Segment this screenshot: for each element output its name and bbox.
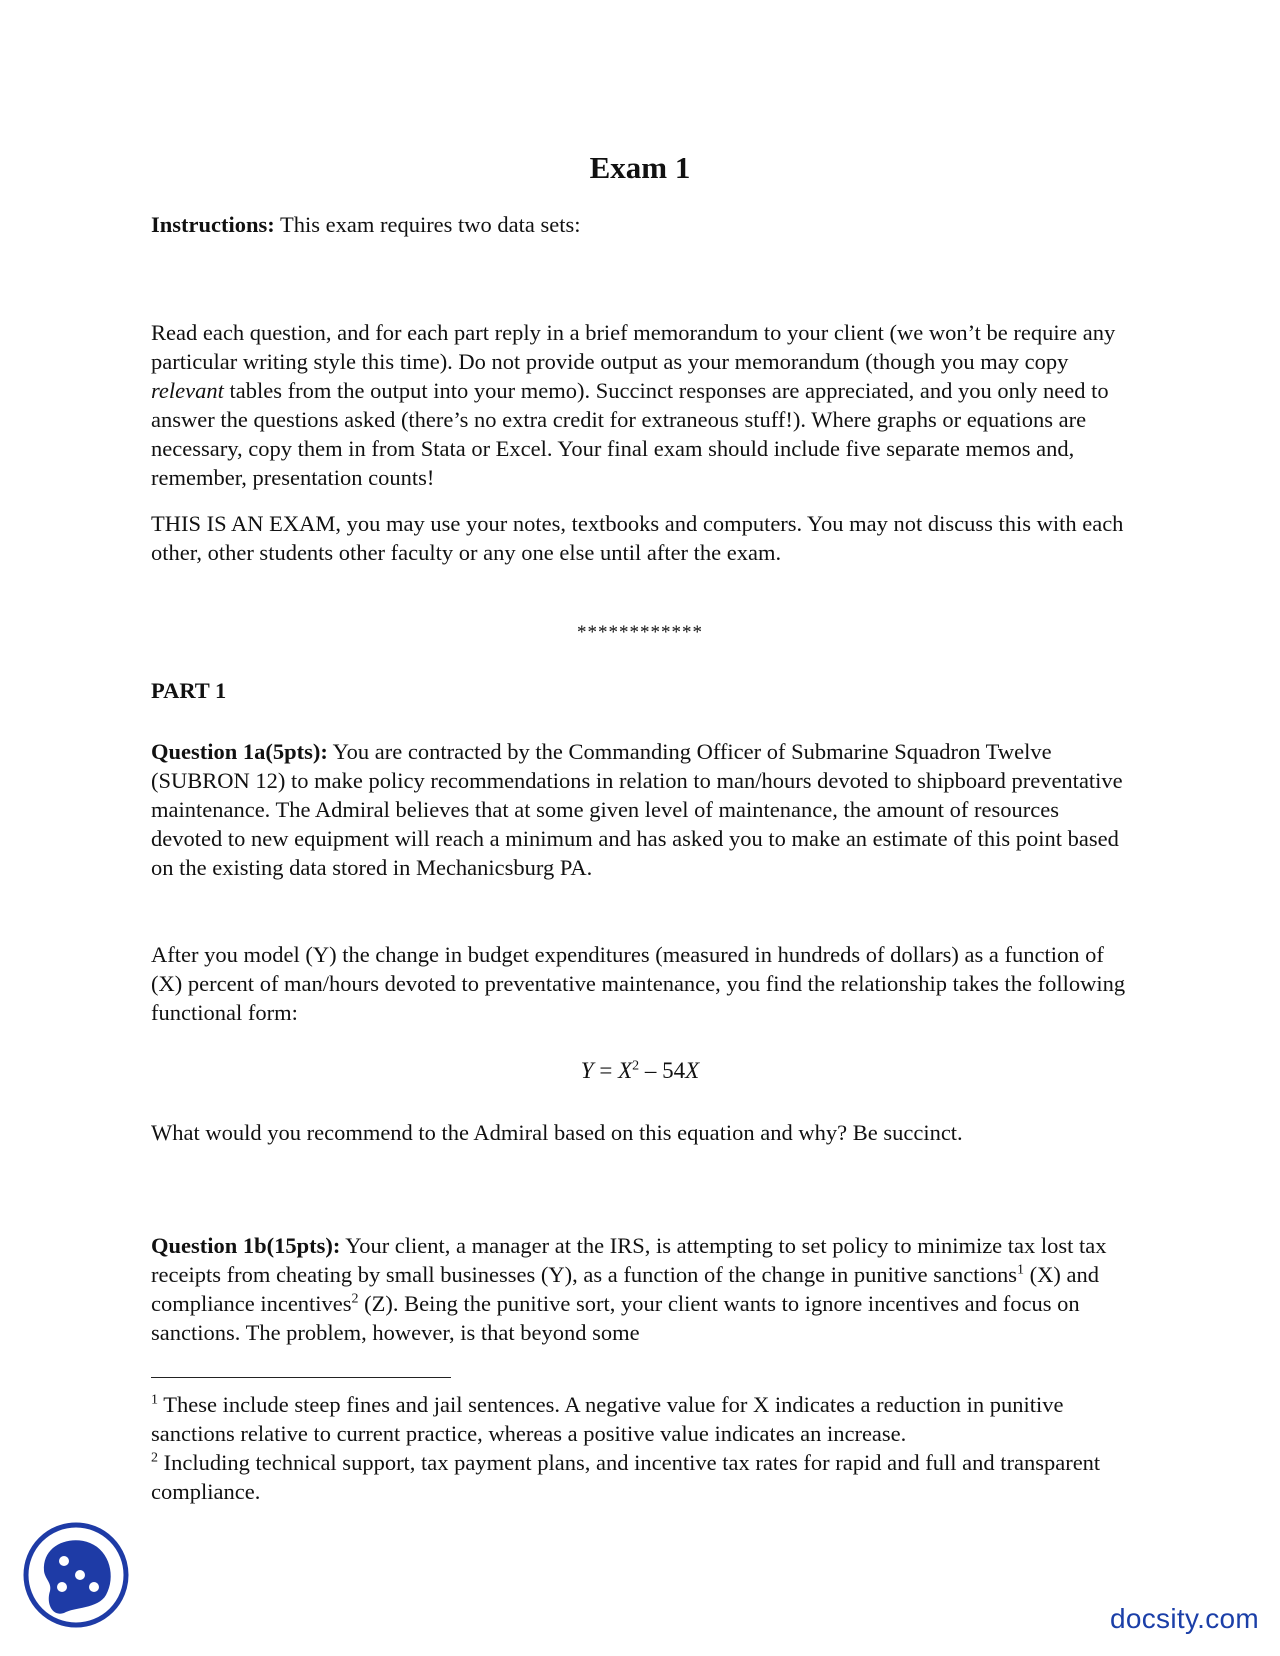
question-1b bbox=[151, 1231, 1131, 1347]
footnote-1-number: 1 bbox=[151, 1392, 158, 1408]
question-1b-label: Question 1b(15pts): bbox=[151, 1233, 341, 1258]
intro-paragraph bbox=[151, 318, 1131, 492]
question-1b-text-b: (X) and compliance incentives bbox=[151, 1262, 1100, 1316]
instructions-line bbox=[151, 210, 1131, 239]
separator-stars: ************ bbox=[577, 622, 703, 643]
question-1a-prompt: What would you recommend to the Admiral based on this equation and why? Be succinct. bbox=[151, 1120, 963, 1145]
question-1b-text-a: Your client, a manager at the IRS, is attempting to set policy to minimize tax lost tax receipts from cheating by small businesses (Y), as a function of the change in punitive sanctions bbox=[151, 1233, 1107, 1287]
footnote-2-text: Including technical support, tax payment plans, and incentive tax rates for rapid and full and transparent compliance. bbox=[151, 1450, 1101, 1504]
footnote-1-text: These include steep fines and jail sentences. A negative value for X indicates a reduction in punitive sanctions relative to current practice, whereas a positive value indicates an increase. bbox=[151, 1392, 1064, 1446]
footnote-ref-2: 2 bbox=[351, 1291, 359, 1307]
intro-text-1: Read each question, and for each part reply in a brief memorandum to your client (we won’t be require any particular writing style this time). Do not provide output as your memorandum (though you may copy bbox=[151, 320, 1116, 374]
equation-rest: – 54 bbox=[639, 1058, 686, 1083]
intro-emphasis: relevant bbox=[151, 378, 224, 403]
instructions-text: This exam requires two data sets: bbox=[274, 212, 581, 237]
question-1a-label: Question 1a(5pts): bbox=[151, 739, 328, 764]
equation-equals: = bbox=[593, 1058, 619, 1083]
equation-exponent: 2 bbox=[632, 1058, 640, 1074]
question-1a bbox=[151, 737, 1131, 882]
footnote-ref-1: 1 bbox=[1017, 1262, 1025, 1278]
footnote-1 bbox=[151, 1390, 1131, 1448]
question-1b-text-c: (Z). Being the punitive sort, your client wants to ignore incentives and focus on sanctions. The problem, however, is that beyond some bbox=[151, 1291, 1080, 1345]
equation-var: X bbox=[685, 1058, 700, 1083]
equation-lhs: Y bbox=[580, 1058, 594, 1083]
footnote-divider bbox=[151, 1377, 451, 1378]
footnote-2-number: 2 bbox=[151, 1450, 158, 1466]
page-title: Exam 1 bbox=[589, 150, 691, 185]
equation bbox=[0, 1058, 1280, 1084]
question-1a-text: You are contracted by the Commanding Officer of Submarine Squadron Twelve (SUBRON 12) to make policy recommendations in relation to man/hours devoted to shipboard preventative maintenance. The Admiral believes that at some given level of maintenance, the amount of resources devoted to new equipment will reach a minimum and has asked you to make an estimate of this point based on the existing data stored in Mechanicsburg PA. bbox=[151, 739, 1123, 880]
equation-base: X bbox=[618, 1058, 633, 1083]
model-description: After you model (Y) the change in budget expenditures (measured in hundreds of dollars) as a function of (X) percent of man/hours devoted to preventative maintenance, you find the relationship takes the following functional form: bbox=[151, 942, 1126, 1025]
docsity-logo-icon bbox=[22, 1521, 130, 1629]
exam-rules-paragraph: THIS IS AN EXAM, you may use your notes, textbooks and computers. You may not discuss this with each other, other students other faculty or any one else until after the exam. bbox=[151, 511, 1124, 565]
docsity-watermark: docsity.com bbox=[1110, 1603, 1260, 1634]
instructions-label: Instructions: bbox=[151, 212, 275, 237]
part-heading: PART 1 bbox=[151, 678, 227, 703]
footnote-2 bbox=[151, 1448, 1131, 1506]
intro-text-2: tables from the output into your memo). Succinct responses are appreciated, and you only need to answer the questions asked (there’s no extra credit for extraneous stuff!). Where graphs or equations are necessary, copy them in from Stata or Excel. Your final exam should include five separate memos and, remember, presentation counts! bbox=[151, 378, 1109, 490]
